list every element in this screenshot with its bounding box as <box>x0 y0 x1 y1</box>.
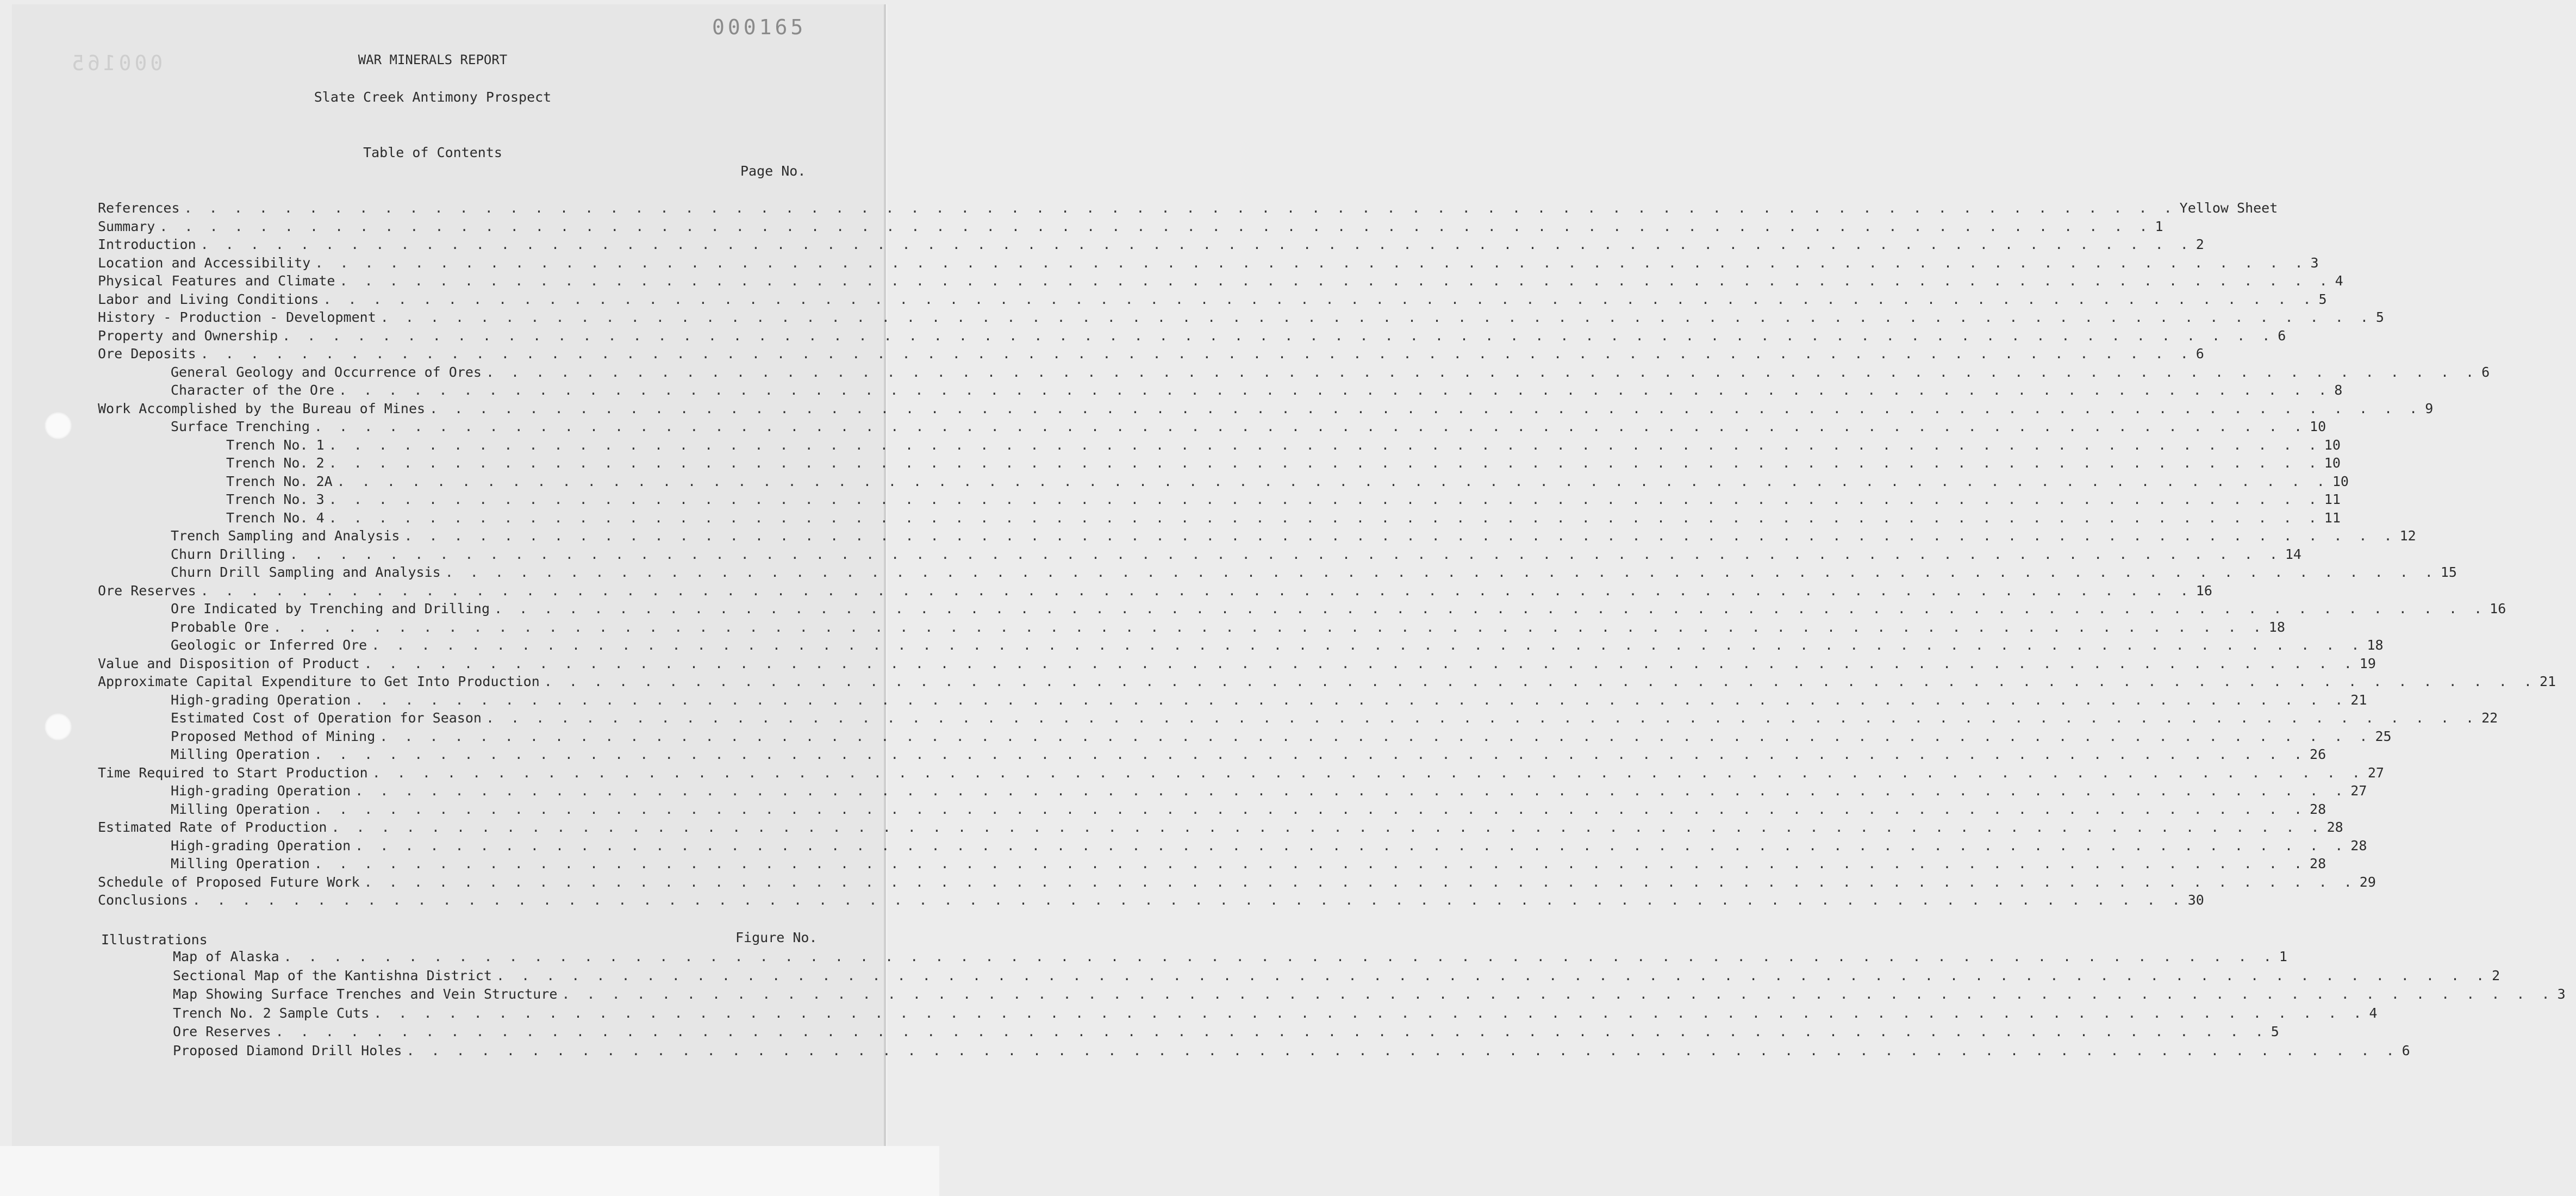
illustration-entry-number: 2 <box>2492 967 2500 983</box>
illustration-entry <box>173 967 2500 984</box>
toc-entry-number: 26 <box>2310 746 2326 762</box>
toc-entry-title: Churn Drill Sampling and Analysis <box>171 564 441 580</box>
illustration-entry <box>173 1005 2378 1021</box>
leader-dots: . . . . . . . . . . . . . . . . . . . . . . . . . . . . . . . . . . . . . . . . . . . . . . . . . . . . . . . . . . . . . . . . . . . . . . . . . . . . . . . . <box>328 491 2321 507</box>
toc-entry-number: 27 <box>2350 783 2367 799</box>
toc-entry-number: 6 <box>2481 364 2490 380</box>
archive-number-stamp: 000165 <box>712 15 807 39</box>
toc-entry-number: 3 <box>2310 254 2319 271</box>
leader-dots: . . . . . . . . . . . . . . . . . . . . . . . . . . . . . . . . . . . . . . . . . . . . . . . . . . . . . . . . . . . . . . . . . . . . . . . . . . . . . . . . <box>192 892 2185 908</box>
toc-entry-number: 4 <box>2335 273 2343 289</box>
toc-entry-number: 27 <box>2367 764 2384 781</box>
leader-dots: . . . . . . . . . . . . . . . . . . . . . . . . . . . . . . . . . . . . . . . . . . . . . . . . . . . . . . . . . . . . . . . . . . . . . . . . . . . . . . . . <box>445 564 2437 580</box>
toc-entry-title: Time Required to Start Production <box>98 764 368 781</box>
toc-entry-title: Probable Ore <box>171 619 269 635</box>
toc-entry-number: 8 <box>2334 382 2343 398</box>
leader-dots: . . . . . . . . . . . . . . . . . . . . . . . . . . . . . . . . . . . . . . . . . . . . . . . . . . . . . . . . . . . . . . . . . . . . . . . . . . . . . . . . <box>200 582 2193 599</box>
toc-entry-number: 18 <box>2268 619 2285 635</box>
leader-dots: . . . . . . . . . . . . . . . . . . . . . . . . . . . . . . . . . . . . . . . . . . . . . . . . . . . . . . . . . . . . . . . . . . . . . . . . . . . . . . . . <box>314 746 2307 762</box>
toc-entry-title: Churn Drilling <box>171 546 285 562</box>
illustration-entry-title: Map Showing Surface Trenches and Vein Structure <box>173 986 558 1002</box>
toc-entry-number: 2 <box>2195 236 2204 252</box>
toc-entry-number: 1 <box>2155 218 2163 234</box>
toc-entry-title: Property and Ownership <box>98 327 278 344</box>
toc-entry-title: Trench Sampling and Analysis <box>171 528 400 544</box>
leader-dots: . . . . . . . . . . . . . . . . . . . . . . . . . . . . . . . . . . . . . . . . . . . . . . . . . . . . . . . . . . . . . . . . . . . . . . . . . . . . . . . . <box>496 967 2489 983</box>
toc-entry-title: Trench No. 1 <box>226 437 325 453</box>
toc-entry-number: 11 <box>2324 491 2341 507</box>
toc-entry-title: Value and Disposition of Product <box>98 655 360 671</box>
toc-entry-title: Milling Operation <box>171 746 310 762</box>
leader-dots: . . . . . . . . . . . . . . . . . . . . . . . . . . . . . . . . . . . . . . . . . . . . . . . . . . . . . . . . . . . . . . . . . . . . . . . . . . . . . . . . <box>373 1005 2366 1021</box>
toc-entry-number: 10 <box>2332 473 2349 489</box>
leader-dots: . . . . . . . . . . . . . . . . . . . . . . . . . . . . . . . . . . . . . . . . . . . . . . . . . . . . . . . . . . . . . . . . . . . . . . . . . . . . . . . . <box>200 236 2193 252</box>
illustration-entry-number: 5 <box>2271 1024 2279 1039</box>
illustration-entry-title: Map of Alaska <box>173 949 279 964</box>
illustration-entry-number: 1 <box>2279 949 2287 964</box>
toc-entry-number: 29 <box>2359 874 2376 890</box>
toc-entry-title: Physical Features and Climate <box>98 273 335 289</box>
toc-entry-number: 9 <box>2425 400 2434 416</box>
toc-entry-number: 16 <box>2195 582 2212 599</box>
toc-entry-title: General Geology and Occurrence of Ores <box>171 364 482 380</box>
toc-entry-number: Yellow Sheet <box>2179 200 2278 216</box>
report-title: WAR MINERALS REPORT <box>358 52 508 67</box>
leader-dots: . . . . . . . . . . . . . . . . . . . . . . . . . . . . . . . . . . . . . . . . . . . . . . . . . . . . . . . . . . . . . . . . . . . . . . . . . . . . . . . . <box>275 1024 2268 1039</box>
toc-entry-number: 28 <box>2326 819 2343 835</box>
leader-dots: . . . . . . . . . . . . . . . . . . . . . . . . . . . . . . . . . . . . . . . . . . . . . . . . . . . . . . . . . . . . . . . . . . . . . . . . . . . . . . . . <box>314 856 2307 871</box>
toc-entry-number: 28 <box>2350 837 2367 854</box>
toc-entry-number: 10 <box>2324 455 2341 471</box>
illustrations-label: Illustrations <box>101 932 208 948</box>
toc-entry-title: Labor and Living Conditions <box>98 291 319 307</box>
figure-no-label: Figure No. <box>735 930 818 945</box>
leader-dots: . . . . . . . . . . . . . . . . . . . . . . . . . . . . . . . . . . . . . . . . . . . . . . . . . . . . . . . . . . . . . . . . . . . . . . . . . . . . . . . . <box>371 637 2364 653</box>
toc-entry-title: History - Production - Development <box>98 309 376 325</box>
toc-entry-title: Schedule of Proposed Future Work <box>98 874 360 890</box>
toc-entry-number: 28 <box>2310 856 2326 871</box>
toc-entry-number: 6 <box>2195 346 2204 362</box>
toc-entry-number: 14 <box>2285 546 2301 562</box>
toc-entry-title: Summary <box>98 218 155 234</box>
leader-dots: . . . . . . . . . . . . . . . . . . . . . . . . . . . . . . . . . . . . . . . . . . . . . . . . . . . . . . . . . . . . . . . . . . . . . . . . . . . . . . . . <box>485 364 2479 380</box>
leader-dots: . . . . . . . . . . . . . . . . . . . . . . . . . . . . . . . . . . . . . . . . . . . . . . . . . . . . . . . . . . . . . . . . . . . . . . . . . . . . . . . . <box>273 619 2266 635</box>
toc-entry-title: Estimated Cost of Operation for Season <box>171 710 482 726</box>
leader-dots: . . . . . . . . . . . . . . . . . . . . . . . . . . . . . . . . . . . . . . . . . . . . . . . . . . . . . . . . . . . . . . . . . . . . . . . . . . . . . . . . <box>379 728 2372 744</box>
toc-entry-title: Trench No. 2 <box>226 455 325 471</box>
toc-entry-title: Trench No. 2A <box>226 473 333 489</box>
leader-dots: . . . . . . . . . . . . . . . . . . . . . . . . . . . . . . . . . . . . . . . . . . . . . . . . . . . . . . . . . . . . . . . . . . . . . . . . . . . . . . . . <box>315 254 2307 271</box>
illustration-entry-title: Proposed Diamond Drill Holes <box>173 1042 402 1058</box>
toc-entry-title: Trench No. 3 <box>226 491 325 507</box>
illustration-entry <box>173 949 2287 965</box>
illustration-entry-number: 6 <box>2402 1042 2410 1058</box>
page-no-label: Page No. <box>740 163 806 179</box>
illustration-entry <box>173 986 2566 1002</box>
toc-entry-number: 15 <box>2440 564 2457 580</box>
leader-dots: . . . . . . . . . . . . . . . . . . . . . . . . . . . . . . . . . . . . . . . . . . . . . . . . . . . . . . . . . . . . . . . . . . . . . . . . . . . . . . . . <box>323 291 2316 307</box>
toc-entry-number: 28 <box>2310 801 2326 817</box>
leader-dots: . . . . . . . . . . . . . . . . . . . . . . . . . . . . . . . . . . . . . . . . . . . . . . . . . . . . . . . . . . . . . . . . . . . . . . . . . . . . . . . . <box>355 783 2348 799</box>
toc-entry-number: 18 <box>2367 637 2384 653</box>
leader-dots: . . . . . . . . . . . . . . . . . . . . . . . . . . . . . . . . . . . . . . . . . . . . . . . . . . . . . . . . . . . . . . . . . . . . . . . . . . . . . . . . <box>406 1042 2399 1058</box>
leader-dots: . . . . . . . . . . . . . . . . . . . . . . . . . . . . . . . . . . . . . . . . . . . . . . . . . . . . . . . . . . . . . . . . . . . . . . . . . . . . . . . . <box>200 346 2193 362</box>
toc-entry-number: 21 <box>2539 674 2556 689</box>
toc-entry-number: 6 <box>2278 327 2286 344</box>
leader-dots: . . . . . . . . . . . . . . . . . . . . . . . . . . . . . . . . . . . . . . . . . . . . . . . . . . . . . . . . . . . . . . . . . . . . . . . . . . . . . . . . <box>562 986 2554 1002</box>
leader-dots: . . . . . . . . . . . . . . . . . . . . . . . . . . . . . . . . . . . . . . . . . . . . . . . . . . . . . . . . . . . . . . . . . . . . . . . . . . . . . . . . <box>364 874 2356 890</box>
toc-entry-number: 22 <box>2481 710 2498 726</box>
toc-entry-number: 16 <box>2490 601 2506 616</box>
toc-entry-title: Ore Deposits <box>98 346 196 362</box>
illustration-entry <box>173 1042 2410 1059</box>
illustration-entry-title: Sectional Map of the Kantishna District <box>173 967 492 983</box>
illustration-entry-number: 3 <box>2557 986 2566 1002</box>
leader-dots: . . . . . . . . . . . . . . . . . . . . . . . . . . . . . . . . . . . . . . . . . . . . . . . . . . . . . . . . . . . . . . . . . . . . . . . . . . . . . . . . <box>184 200 2176 216</box>
leader-dots: . . . . . . . . . . . . . . . . . . . . . . . . . . . . . . . . . . . . . . . . . . . . . . . . . . . . . . . . . . . . . . . . . . . . . . . . . . . . . . . . <box>283 949 2276 964</box>
toc-entry-number: 5 <box>2318 291 2327 307</box>
leader-dots: . . . . . . . . . . . . . . . . . . . . . . . . . . . . . . . . . . . . . . . . . . . . . . . . . . . . . . . . . . . . . . . . . . . . . . . . . . . . . . . . <box>336 473 2329 489</box>
leader-dots: . . . . . . . . . . . . . . . . . . . . . . . . . . . . . . . . . . . . . . . . . . . . . . . . . . . . . . . . . . . . . . . . . . . . . . . . . . . . . . . . <box>328 455 2321 471</box>
illustration-entry-title: Ore Reserves <box>173 1024 271 1039</box>
leader-dots: . . . . . . . . . . . . . . . . . . . . . . . . . . . . . . . . . . . . . . . . . . . . . . . . . . . . . . . . . . . . . . . . . . . . . . . . . . . . . . . . <box>328 437 2321 453</box>
leader-dots: . . . . . . . . . . . . . . . . . . . . . . . . . . . . . . . . . . . . . . . . . . . . . . . . . . . . . . . . . . . . . . . . . . . . . . . . . . . . . . . . <box>494 601 2487 616</box>
toc-entry-number: 30 <box>2187 892 2204 908</box>
leader-dots: . . . . . . . . . . . . . . . . . . . . . . . . . . . . . . . . . . . . . . . . . . . . . . . . . . . . . . . . . . . . . . . . . . . . . . . . . . . . . . . . <box>372 764 2365 781</box>
toc-entry-number: 21 <box>2350 692 2367 708</box>
toc-entry-title: Trench No. 4 <box>226 509 325 526</box>
leader-dots: . . . . . . . . . . . . . . . . . . . . . . . . . . . . . . . . . . . . . . . . . . . . . . . . . . . . . . . . . . . . . . . . . . . . . . . . . . . . . . . . <box>339 273 2332 289</box>
toc-entry-title: Proposed Method of Mining <box>171 728 376 744</box>
toc-entry-number: 10 <box>2310 419 2326 434</box>
leader-dots: . . . . . . . . . . . . . . . . . . . . . . . . . . . . . . . . . . . . . . . . . . . . . . . . . . . . . . . . . . . . . . . . . . . . . . . . . . . . . . . . <box>355 837 2348 854</box>
leader-dots: . . . . . . . . . . . . . . . . . . . . . . . . . . . . . . . . . . . . . . . . . . . . . . . . . . . . . . . . . . . . . . . . . . . . . . . . . . . . . . . . <box>380 309 2373 325</box>
toc-entry-title: Ore Indicated by Trenching and Drilling <box>171 601 490 616</box>
toc-entry-number: 25 <box>2375 728 2392 744</box>
leader-dots: . . . . . . . . . . . . . . . . . . . . . . . . . . . . . . . . . . . . . . . . . . . . . . . . . . . . . . . . . . . . . . . . . . . . . . . . . . . . . . . . <box>331 819 2324 835</box>
toc-entry-title: High-grading Operation <box>171 692 351 708</box>
leader-dots: . . . . . . . . . . . . . . . . . . . . . . . . . . . . . . . . . . . . . . . . . . . . . . . . . . . . . . . . . . . . . . . . . . . . . . . . . . . . . . . . <box>159 218 2152 234</box>
toc-entry-title: High-grading Operation <box>171 783 351 799</box>
leader-dots: . . . . . . . . . . . . . . . . . . . . . . . . . . . . . . . . . . . . . . . . . . . . . . . . . . . . . . . . . . . . . . . . . . . . . . . . . . . . . . . . <box>314 419 2307 434</box>
toc-heading: Table of Contents <box>363 145 502 160</box>
leader-dots: . . . . . . . . . . . . . . . . . . . . . . . . . . . . . . . . . . . . . . . . . . . . . . . . . . . . . . . . . . . . . . . . . . . . . . . . . . . . . . . . <box>314 801 2307 817</box>
leader-dots: . . . . . . . . . . . . . . . . . . . . . . . . . . . . . . . . . . . . . . . . . . . . . . . . . . . . . . . . . . . . . . . . . . . . . . . . . . . . . . . . <box>355 692 2348 708</box>
leader-dots: . . . . . . . . . . . . . . . . . . . . . . . . . . . . . . . . . . . . . . . . . . . . . . . . . . . . . . . . . . . . . . . . . . . . . . . . . . . . . . . . <box>289 546 2282 562</box>
illustration-entry <box>173 1024 2279 1040</box>
archive-number-bleedthrough: 000165 <box>68 51 163 75</box>
leader-dots: . . . . . . . . . . . . . . . . . . . . . . . . . . . . . . . . . . . . . . . . . . . . . . . . . . . . . . . . . . . . . . . . . . . . . . . . . . . . . . . . <box>429 400 2422 416</box>
toc-entry-title: Surface Trenching <box>171 419 310 434</box>
illustration-entry-title: Trench No. 2 Sample Cuts <box>173 1005 370 1021</box>
toc-entry-title: Conclusions <box>98 892 188 908</box>
toc-entry-title: Character of the Ore <box>171 382 335 398</box>
toc-entry-title: References <box>98 200 180 216</box>
illustration-entry-number: 4 <box>2369 1005 2378 1021</box>
toc-entry-title: Milling Operation <box>171 801 310 817</box>
toc-entry-title: Approximate Capital Expenditure to Get Into Production <box>98 674 540 689</box>
leader-dots: . . . . . . . . . . . . . . . . . . . . . . . . . . . . . . . . . . . . . . . . . . . . . . . . . . . . . . . . . . . . . . . . . . . . . . . . . . . . . . . . <box>339 382 2331 398</box>
toc-entry-title: Milling Operation <box>171 856 310 871</box>
toc-entry-title: High-grading Operation <box>171 837 351 854</box>
toc-entry-title: Estimated Rate of Production <box>98 819 327 835</box>
leader-dots: . . . . . . . . . . . . . . . . . . . . . . . . . . . . . . . . . . . . . . . . . . . . . . . . . . . . . . . . . . . . . . . . . . . . . . . . . . . . . . . . <box>544 674 2536 689</box>
toc-entry-title: Work Accomplished by the Bureau of Mines <box>98 400 426 416</box>
toc-entry-number: 12 <box>2399 528 2416 544</box>
leader-dots: . . . . . . . . . . . . . . . . . . . . . . . . . . . . . . . . . . . . . . . . . . . . . . . . . . . . . . . . . . . . . . . . . . . . . . . . . . . . . . . . <box>282 327 2275 344</box>
toc-entry-title: Location and Accessibility <box>98 254 311 271</box>
leader-dots: . . . . . . . . . . . . . . . . . . . . . . . . . . . . . . . . . . . . . . . . . . . . . . . . . . . . . . . . . . . . . . . . . . . . . . . . . . . . . . . . <box>364 655 2356 671</box>
toc-entry-title: Ore Reserves <box>98 582 196 599</box>
toc-entry-number: 5 <box>2375 309 2384 325</box>
leader-dots: . . . . . . . . . . . . . . . . . . . . . . . . . . . . . . . . . . . . . . . . . . . . . . . . . . . . . . . . . . . . . . . . . . . . . . . . . . . . . . . . <box>328 509 2321 526</box>
leader-dots: . . . . . . . . . . . . . . . . . . . . . . . . . . . . . . . . . . . . . . . . . . . . . . . . . . . . . . . . . . . . . . . . . . . . . . . . . . . . . . . . <box>404 528 2397 544</box>
toc-entry-number: 19 <box>2359 655 2376 671</box>
leader-dots: . . . . . . . . . . . . . . . . . . . . . . . . . . . . . . . . . . . . . . . . . . . . . . . . . . . . . . . . . . . . . . . . . . . . . . . . . . . . . . . . <box>485 710 2479 726</box>
toc-entry-title: Introduction <box>98 236 196 252</box>
toc-entry-number: 11 <box>2324 509 2341 526</box>
toc-entry-title: Geologic or Inferred Ore <box>171 637 367 653</box>
toc-entry-number: 10 <box>2324 437 2341 453</box>
prospect-name: Slate Creek Antimony Prospect <box>314 89 552 105</box>
